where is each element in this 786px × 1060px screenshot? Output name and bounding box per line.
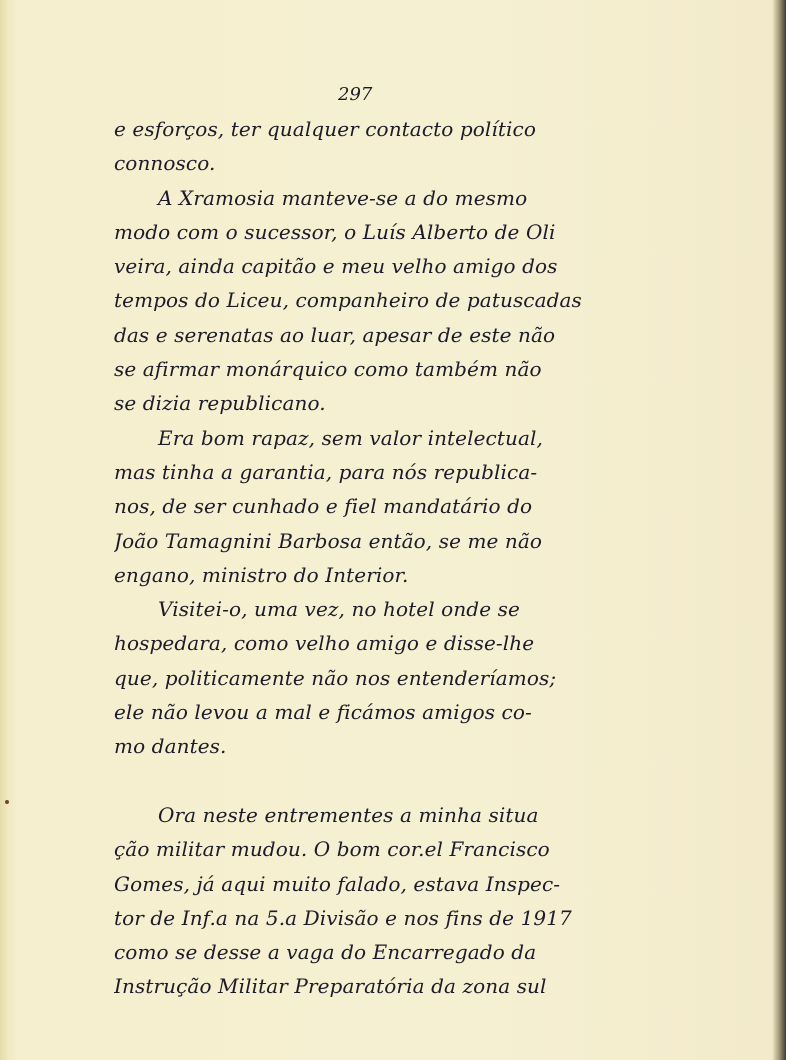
text-line: e esforços, ter qualquer contacto político [114, 117, 536, 141]
text-line: connosco. [114, 151, 216, 176]
text-line: ção militar mudou. O bom cor.el Francisco [114, 837, 550, 862]
page-right-edge-shadow [772, 0, 786, 1060]
page-number: 297 [338, 84, 373, 105]
text-line: ele não levou a mal e ficámos amigos co- [114, 700, 532, 725]
text-line: mo dantes. [114, 734, 227, 759]
handwritten-text-block [114, 112, 634, 1004]
text-line: Visitei-o, uma vez, no hotel onde se [158, 597, 520, 622]
paragraph-gap [114, 764, 634, 798]
text-line: veira, ainda capitão e meu velho amigo dos [114, 254, 558, 279]
text-line: engano, ministro do Interior. [114, 562, 409, 587]
text-line: Gomes, já aqui muito falado, estava Inspec- [114, 871, 561, 896]
text-line: tempos do Liceu, companheiro de patuscadas [114, 288, 582, 313]
text-line: se dizia republicano. [114, 391, 326, 416]
text-line: Era bom rapaz, sem valor intelectual, [158, 425, 543, 450]
text-line: Instrução Militar Preparatória da zona sul [114, 974, 547, 999]
page-left-edge [0, 0, 10, 1060]
text-line: nos, de ser cunhado e fiel mandatário do [114, 494, 533, 519]
text-line: modo com o sucessor, o Luís Alberto de Oli [114, 219, 556, 244]
text-line: hospedara, como velho amigo e disse-lhe [114, 631, 535, 656]
text-line: A Xramosia manteve-se a do mesmo [158, 185, 528, 210]
text-line: que, politicamente não nos entenderíamos; [114, 665, 557, 690]
text-line: como se desse a vaga do Encarregado da [114, 940, 537, 965]
text-line: João Tamagnini Barbosa então, se me não [114, 528, 543, 553]
text-line: tor de Inf.a na 5.a Divisão e nos fins de 1917 [114, 905, 572, 930]
text-line: Ora neste entrementes a minha situa [158, 802, 539, 827]
text-line: mas tinha a garantia, para nós republica- [114, 459, 538, 484]
text-line: das e serenatas ao luar, apesar de este não [114, 322, 556, 347]
binder-hole-mark [5, 800, 9, 804]
text-line: se afirmar monárquico como também não [114, 357, 542, 382]
